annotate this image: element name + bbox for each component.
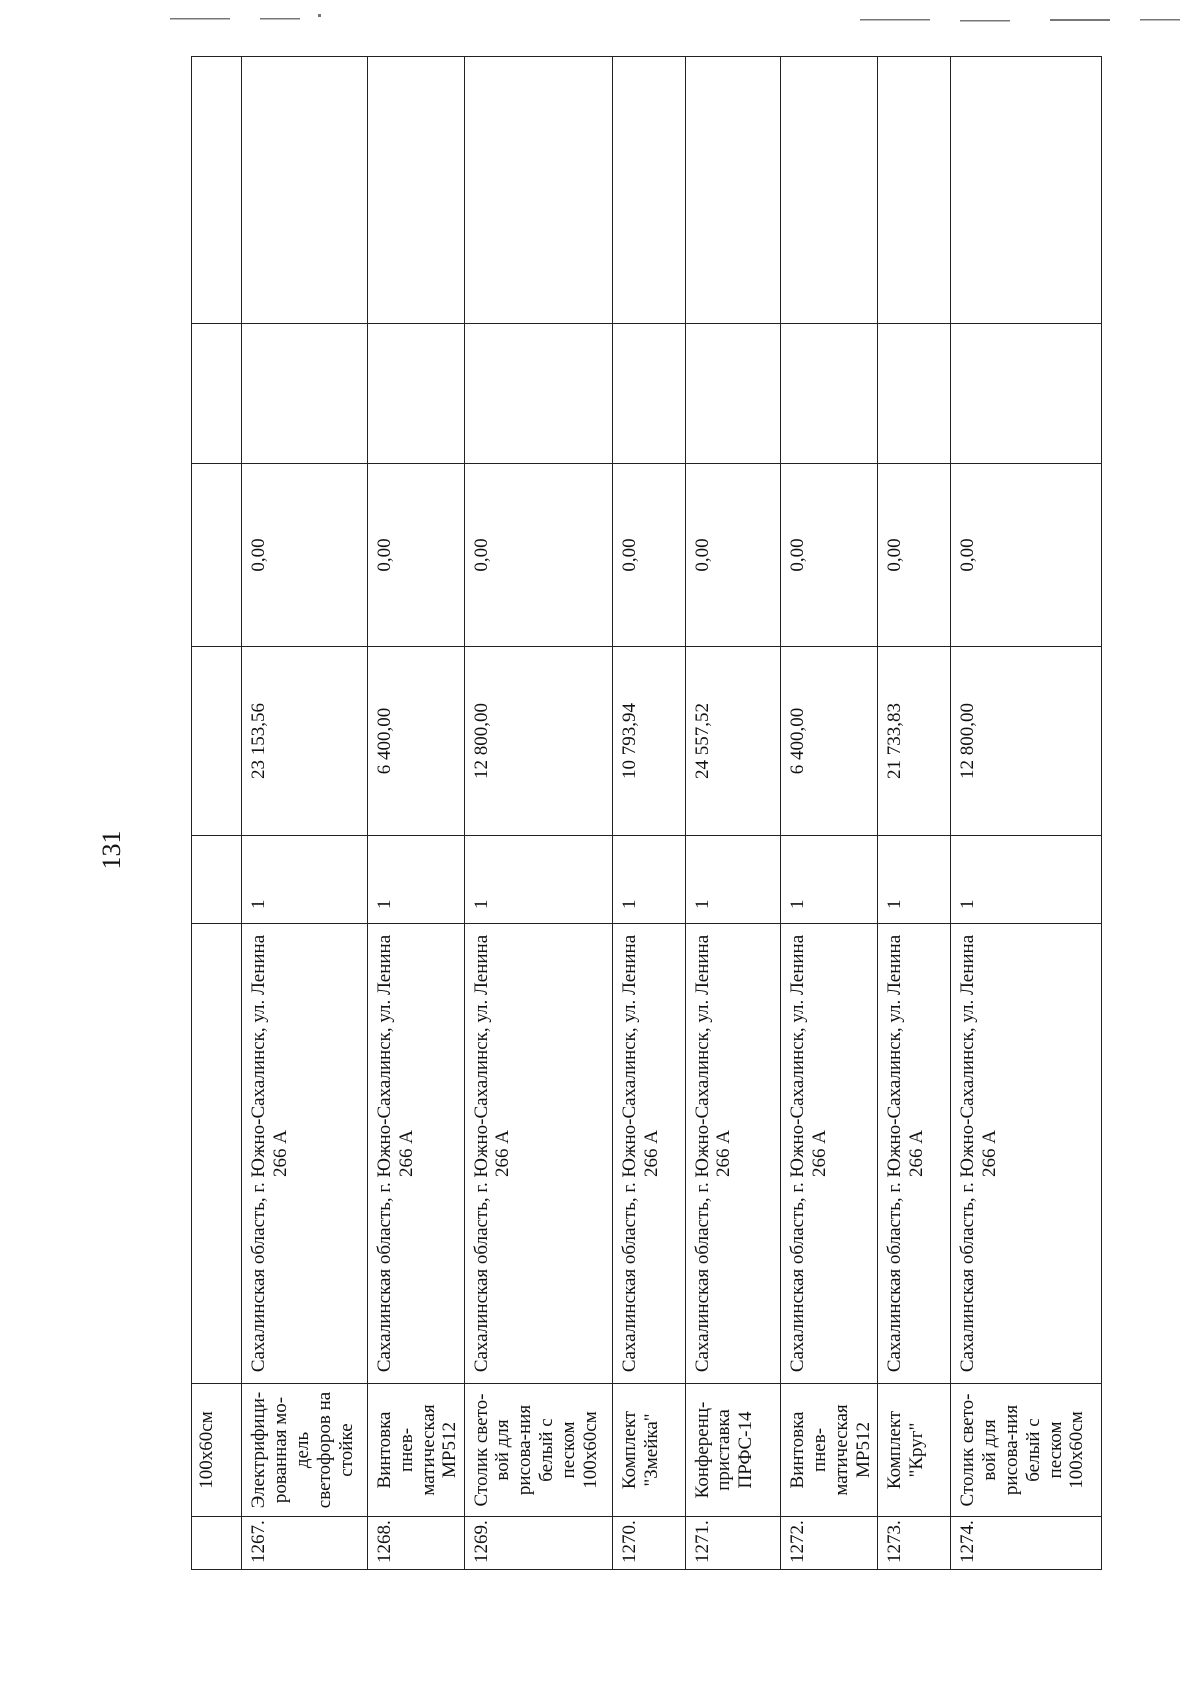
cell-quantity: 1 xyxy=(951,836,1102,924)
cell-col8 xyxy=(685,57,780,324)
cell-number: 1274. xyxy=(951,1517,1102,1570)
cell-address: Сахалинская область, г. Южно-Сахалинск, ул. Ленина 266 А xyxy=(242,924,368,1384)
rotated-page xyxy=(191,57,1102,1570)
scan-noise xyxy=(0,0,1200,40)
cell-cost: 21 733,83 xyxy=(877,647,950,836)
table-row xyxy=(464,57,613,1570)
cell-number: 1270. xyxy=(613,1517,685,1570)
cell-address: Сахалинская область, г. Южно-Сахалинск, ул. Ленина 266 А xyxy=(613,924,685,1384)
cell-cost: 10 793,94 xyxy=(613,647,685,836)
continuation-row xyxy=(192,57,242,1570)
cell-name: Столик свето-вой для рисова-ния белый с песком 100х60см xyxy=(951,1384,1102,1517)
cell-col7 xyxy=(685,324,780,464)
cell-address: Сахалинская область, г. Южно-Сахалинск, ул. Ленина 266 А xyxy=(367,924,464,1384)
inventory-table-container xyxy=(191,57,1102,1570)
cell-name: Винтовка пнев-матическая МР512 xyxy=(367,1384,464,1517)
cell-col8 xyxy=(367,57,464,324)
cell-number: 1272. xyxy=(781,1517,878,1570)
cell-number: 1273. xyxy=(877,1517,950,1570)
cell-quantity xyxy=(192,836,242,924)
cell-address: Сахалинская область, г. Южно-Сахалинск, ул. Ленина 266 А xyxy=(685,924,780,1384)
cell-amortization: 0,00 xyxy=(464,464,613,647)
table-row xyxy=(613,57,685,1570)
cell-col8 xyxy=(951,57,1102,324)
cell-amortization: 0,00 xyxy=(951,464,1102,647)
cell-col7 xyxy=(367,324,464,464)
cell-quantity: 1 xyxy=(613,836,685,924)
cell-quantity: 1 xyxy=(464,836,613,924)
cell-name: Конференц-приставка ПРФС-14 xyxy=(685,1384,780,1517)
cell-col8 xyxy=(613,57,685,324)
cell-cost xyxy=(192,647,242,836)
cell-number: 1267. xyxy=(242,1517,368,1570)
cell-col7 xyxy=(781,324,878,464)
cell-quantity: 1 xyxy=(242,836,368,924)
table-row xyxy=(877,57,950,1570)
cell-name: Винтовка пнев-матическая МР512 xyxy=(781,1384,878,1517)
cell-amortization xyxy=(192,464,242,647)
cell-number: 1269. xyxy=(464,1517,613,1570)
cell-name: Комплект "Змейка" xyxy=(613,1384,685,1517)
cell-col7 xyxy=(877,324,950,464)
table-row xyxy=(951,57,1102,1570)
cell-quantity: 1 xyxy=(367,836,464,924)
cell-amortization: 0,00 xyxy=(367,464,464,647)
cell-cost: 6 400,00 xyxy=(367,647,464,836)
cell-amortization: 0,00 xyxy=(877,464,950,647)
cell-amortization: 0,00 xyxy=(685,464,780,647)
cell-cost: 6 400,00 xyxy=(781,647,878,836)
cell-address: Сахалинская область, г. Южно-Сахалинск, ул. Ленина 266 А xyxy=(464,924,613,1384)
cell-col8 xyxy=(464,57,613,324)
cell-name: Столик свето-вой для рисова-ния белый с песком 100х60см xyxy=(464,1384,613,1517)
cell-col8 xyxy=(877,57,950,324)
cell-cost: 24 557,52 xyxy=(685,647,780,836)
cell-col7 xyxy=(192,324,242,464)
cell-address: Сахалинская область, г. Южно-Сахалинск, ул. Ленина 266 А xyxy=(951,924,1102,1384)
cell-col8 xyxy=(781,57,878,324)
cell-number xyxy=(192,1517,242,1570)
cell-col7 xyxy=(242,324,368,464)
cell-amortization: 0,00 xyxy=(781,464,878,647)
cell-name: Электрифици-рованная мо-дель светофоров на стойке xyxy=(242,1384,368,1517)
cell-amortization: 0,00 xyxy=(613,464,685,647)
cell-name: 100х60см xyxy=(192,1384,242,1517)
table-row xyxy=(781,57,878,1570)
cell-quantity: 1 xyxy=(877,836,950,924)
inventory-table xyxy=(191,56,1102,1570)
cell-col7 xyxy=(464,324,613,464)
cell-cost: 23 153,56 xyxy=(242,647,368,836)
cell-quantity: 1 xyxy=(685,836,780,924)
cell-number: 1268. xyxy=(367,1517,464,1570)
cell-col7 xyxy=(613,324,685,464)
cell-quantity: 1 xyxy=(781,836,878,924)
cell-address: Сахалинская область, г. Южно-Сахалинск, ул. Ленина 266 А xyxy=(877,924,950,1384)
cell-number: 1271. xyxy=(685,1517,780,1570)
page-number: 131 xyxy=(97,830,126,870)
cell-cost: 12 800,00 xyxy=(464,647,613,836)
table-row xyxy=(367,57,464,1570)
cell-name: Комплект "Круг" xyxy=(877,1384,950,1517)
cell-col8 xyxy=(242,57,368,324)
cell-amortization: 0,00 xyxy=(242,464,368,647)
cell-col8 xyxy=(192,57,242,324)
cell-cost: 12 800,00 xyxy=(951,647,1102,836)
cell-address xyxy=(192,924,242,1384)
cell-address: Сахалинская область, г. Южно-Сахалинск, ул. Ленина 266 А xyxy=(781,924,878,1384)
table-row xyxy=(242,57,368,1570)
table-row xyxy=(685,57,780,1570)
cell-col7 xyxy=(951,324,1102,464)
